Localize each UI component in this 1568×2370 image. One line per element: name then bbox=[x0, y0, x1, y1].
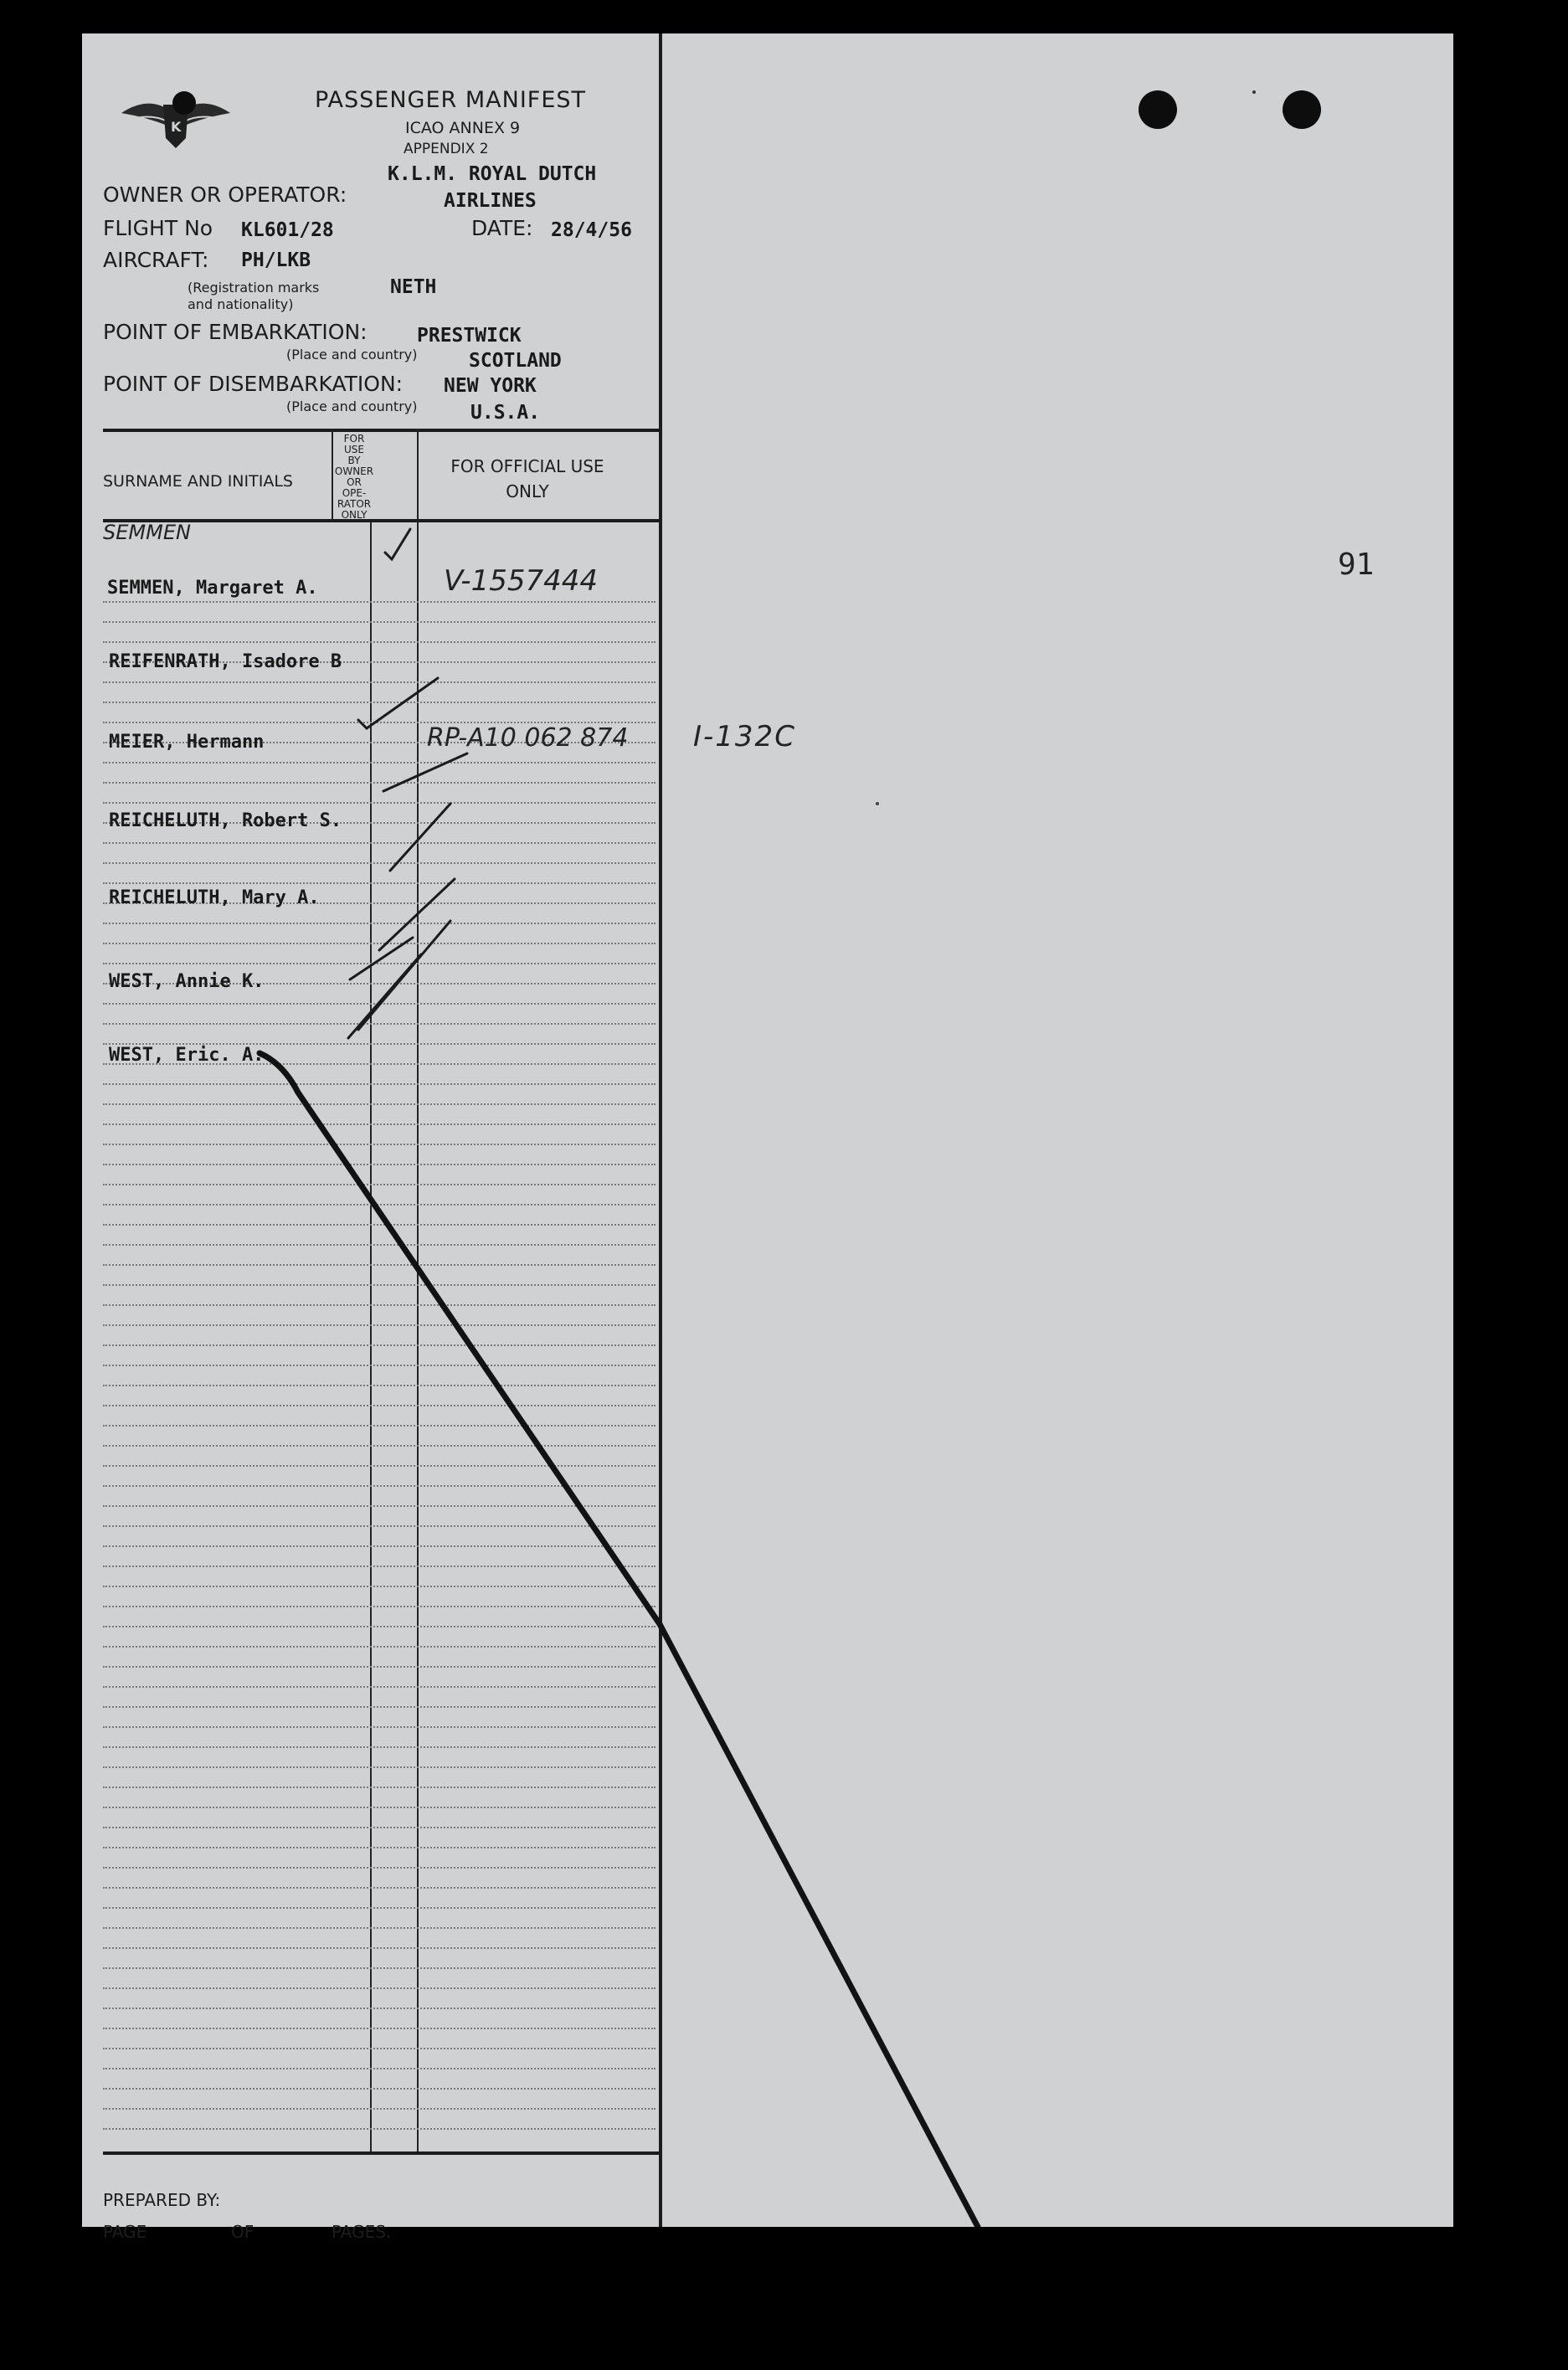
disembarkation-place: NEW YORK bbox=[444, 375, 537, 397]
embarkation-note: (Place and country) bbox=[286, 347, 418, 362]
passenger-name-5: REICHELUTH, Mary A. bbox=[109, 887, 320, 908]
passenger-name-7: WEST, Eric. A. bbox=[109, 1045, 265, 1066]
disembarkation-note: (Place and country) bbox=[286, 398, 418, 414]
aircraft-value: PH/LKB bbox=[241, 249, 311, 271]
official-number-1: V-1557444 bbox=[444, 564, 598, 598]
owner-value-line2: AIRLINES bbox=[444, 190, 537, 212]
passenger-name-3: MEIER, Hermann bbox=[109, 732, 265, 753]
slash-mark-9 bbox=[348, 954, 421, 1038]
flight-value: KL601/28 bbox=[241, 219, 334, 241]
registration-note-line2: and nationality) bbox=[188, 296, 294, 312]
manifest-sheet bbox=[82, 33, 1453, 2242]
date-label: DATE: bbox=[471, 216, 533, 240]
form-subtitle-annex: ICAO ANNEX 9 bbox=[405, 119, 521, 137]
slash-mark-4 bbox=[383, 753, 467, 791]
flight-label: FLIGHT No bbox=[103, 216, 213, 240]
aircraft-label: AIRCRAFT: bbox=[103, 248, 209, 272]
disembarkation-label: POINT OF DISEMBARKATION: bbox=[103, 372, 404, 396]
nationality-value: NETH bbox=[390, 276, 437, 298]
column-header-owner-use: FOR USE BY OWNER OR OPE- RATOR ONLY bbox=[334, 433, 374, 521]
passenger-name-4: REICHELUTH, Robert S. bbox=[109, 810, 342, 831]
check-mark-1 bbox=[385, 529, 410, 559]
embarkation-place: PRESTWICK bbox=[417, 325, 522, 347]
page-number: 91 bbox=[1338, 548, 1375, 582]
passenger-name-6: WEST, Annie K. bbox=[109, 971, 265, 992]
owner-label: OWNER OR OPERATOR: bbox=[103, 183, 347, 207]
form-subtitle-appendix: APPENDIX 2 bbox=[404, 141, 489, 157]
registration-note-line1: (Registration marks bbox=[188, 280, 320, 296]
official-number-3: RP-A10 062 874 bbox=[427, 723, 629, 753]
disembarkation-country: U.S.A. bbox=[470, 402, 541, 424]
check-mark-3 bbox=[358, 678, 438, 728]
handwritten-marks bbox=[82, 33, 1453, 2227]
embarkation-label: POINT OF EMBARKATION: bbox=[103, 320, 368, 344]
owner-value-line1: K.L.M. ROYAL DUTCH bbox=[388, 163, 597, 185]
slash-mark-5 bbox=[390, 804, 450, 871]
side-note: I-132C bbox=[693, 720, 796, 753]
handwritten-correction: SEMMEN bbox=[103, 521, 191, 544]
passenger-name-2: REIFENRATH, Isadore B bbox=[109, 651, 342, 672]
column-header-official-use: FOR OFFICIAL USE ONLY bbox=[450, 456, 604, 501]
embarkation-country: SCOTLAND bbox=[469, 350, 562, 372]
slash-mark-6 bbox=[379, 879, 455, 950]
date-value: 28/4/56 bbox=[551, 219, 632, 241]
of-label: OF bbox=[231, 2222, 254, 2242]
column-header-surname: SURNAME AND INITIALS bbox=[103, 472, 293, 491]
pages-label: PAGES. bbox=[332, 2222, 392, 2242]
cancel-stroke bbox=[260, 1053, 978, 2227]
page-label: PAGE bbox=[103, 2222, 147, 2242]
passenger-name-1: SEMMEN, Margaret A. bbox=[107, 578, 318, 599]
prepared-by-label: PREPARED BY: bbox=[103, 2190, 221, 2210]
form-title: PASSENGER MANIFEST bbox=[315, 87, 587, 113]
svg-text:K: K bbox=[171, 119, 182, 135]
